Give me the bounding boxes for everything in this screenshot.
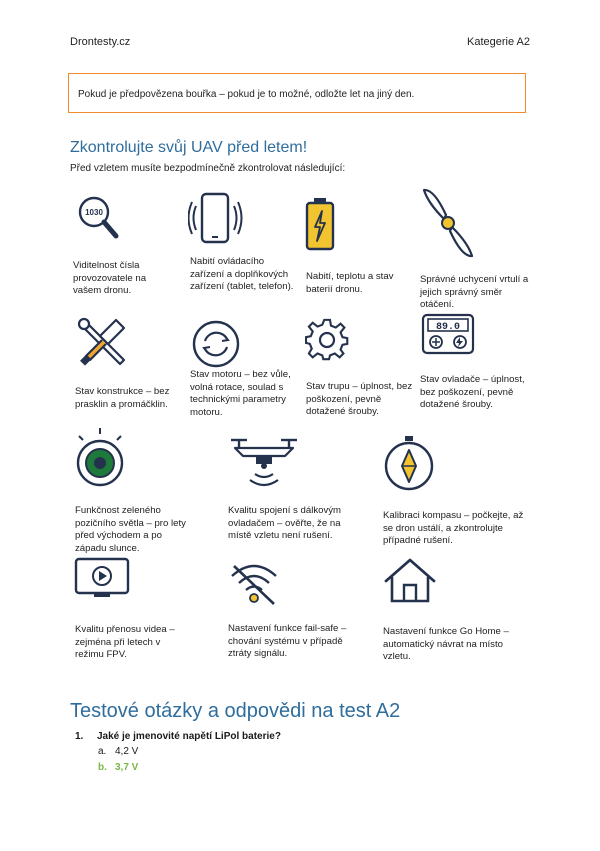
drone-signal-icon	[229, 436, 299, 492]
answer-option-b-correct	[98, 762, 138, 773]
category-label: Kategerie A2	[467, 36, 530, 48]
check-item-controller-state: Stav ovladače – úplnost, bez poškození, pevně dotažené šrouby.	[420, 374, 525, 410]
no-wifi-icon	[229, 562, 279, 606]
check-item-green-light: Funkčnost zeleného pozičního světla – pro lety před východem a po západu slunce.	[75, 505, 186, 554]
section-title: Zkontrolujte svůj UAV před letem!	[70, 139, 308, 156]
check-item-go-home: Nastavení funkce Go Home – automatický návrat na místo vzletu.	[383, 626, 509, 662]
battery-icon	[303, 196, 337, 252]
option-letter: b.	[98, 762, 107, 773]
test-title: Testové otázky a odpovědi na test A2	[70, 700, 401, 722]
video-screen-icon	[74, 557, 130, 599]
gear-icon	[305, 318, 349, 362]
compass-icon	[384, 435, 434, 493]
check-item-propellers: Správné uchycení vrtulí a jejich správný směr otáčení.	[420, 274, 529, 310]
check-item-fail-safe: Nastavení funkce fail-safe – chování systému v případě ztráty signálu.	[228, 623, 347, 659]
motor-rotation-icon	[191, 319, 241, 369]
check-item-construction: Stav konstrukce – bez prasklin a promáčklin.	[75, 386, 170, 410]
check-item-battery: Nabití, teplotu a stav baterií dronu.	[306, 271, 394, 295]
option-text: 4,2 V	[115, 746, 139, 757]
storm-notice: Pokud je předpovězena bouřka – pokud je to možné, odložte let na jiný den.	[68, 73, 526, 113]
option-text: 3,7 V	[115, 762, 139, 773]
check-item-signal-quality: Kvalitu spojení s dálkovým ovladačem – ověřte, že na místě vzletu není rušení.	[228, 505, 342, 541]
section-intro: Před vzletem musíte bezpodmínečně zkontrolovat následující:	[70, 163, 346, 174]
controller-icon	[421, 313, 475, 355]
home-icon	[383, 557, 437, 603]
propeller-icon	[420, 187, 476, 259]
question-text: Jaké je jmenovité napětí LiPol baterie?	[97, 731, 281, 742]
site-name: Drontesty.cz	[70, 36, 131, 48]
answer-option-a	[98, 746, 138, 757]
tools-icon	[76, 316, 128, 368]
check-item-compass: Kalibraci kompasu – počkejte, až se dron ustálí, a zkontrolujte případné rušení.	[383, 510, 524, 546]
check-item-controller-charge: Nabití ovládacího zařízení a doplňkových zařízení (tablet, telefon).	[190, 256, 294, 292]
question-number: 1.	[75, 731, 84, 742]
controller-display-text: 89.0	[435, 322, 461, 333]
option-letter: a.	[98, 746, 107, 757]
smartphone-icon	[188, 192, 244, 246]
check-item-fuselage: Stav trupu – úplnost, bez poškození, pevně dotažené šrouby.	[306, 381, 413, 417]
check-item-operator-number: Viditelnost čísla provozovatele na vašem dronu.	[73, 260, 147, 296]
operator-number-text: 1030	[85, 208, 103, 217]
green-light-icon	[73, 428, 127, 488]
check-item-motor: Stav motoru – bez vůle, volná rotace, soulad s technickými parametry motoru.	[190, 369, 291, 418]
check-item-video: Kvalitu přenosu videa – zejména při letech v režimu FPV.	[75, 624, 175, 660]
question-1	[75, 731, 281, 742]
magnifier-icon	[76, 194, 122, 244]
